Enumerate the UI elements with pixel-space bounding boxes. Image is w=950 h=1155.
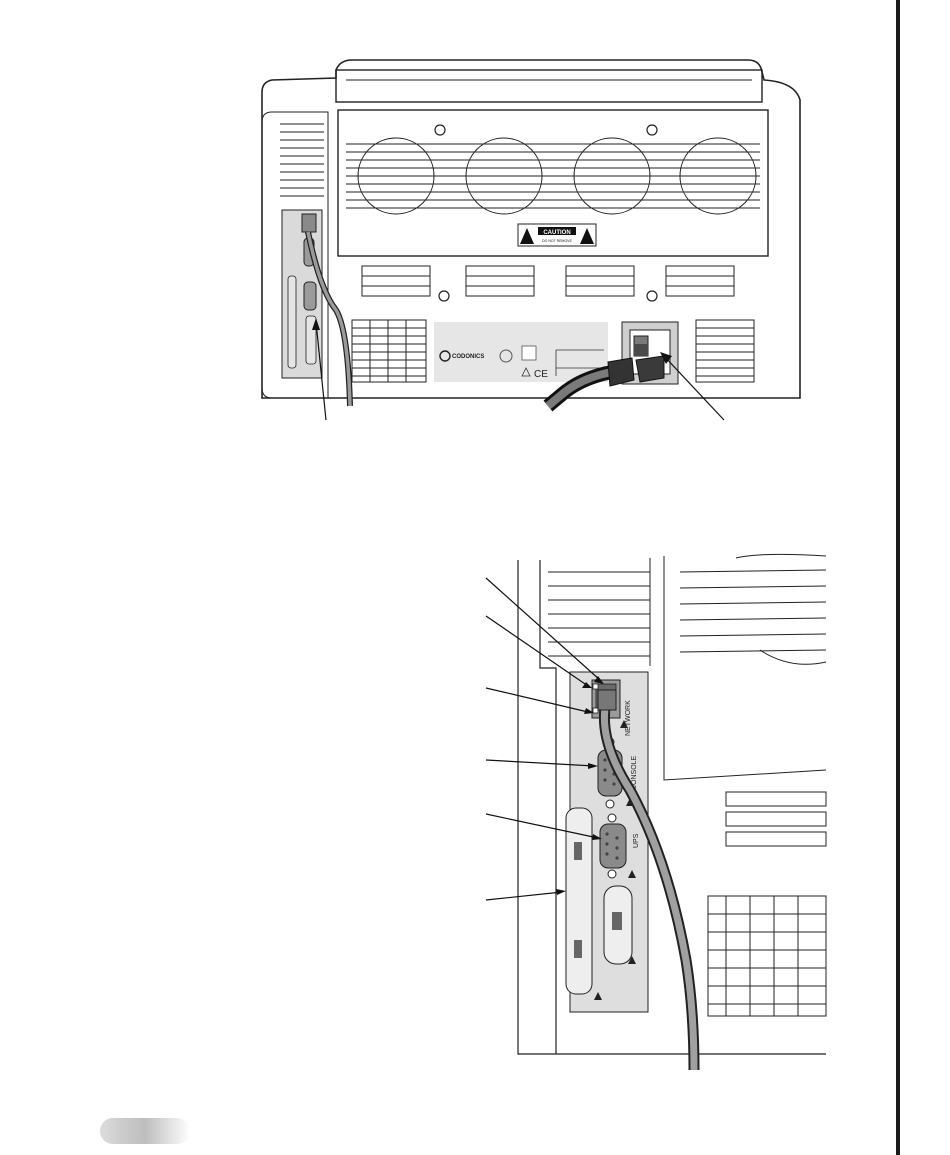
page-tab-marker bbox=[100, 1118, 190, 1144]
detail-figure bbox=[518, 554, 826, 1070]
network-led-icon bbox=[593, 708, 598, 713]
ups-port-label: UPS bbox=[633, 833, 640, 848]
caution-label-text: CAUTION bbox=[543, 230, 571, 236]
caution-label-subtext: DO NOT REMOVE bbox=[542, 239, 572, 243]
console-port-label: CONSOLE bbox=[631, 755, 638, 790]
codonics-logo-text: CODONICS bbox=[452, 354, 485, 360]
caution-label bbox=[518, 224, 596, 246]
network-led-icon bbox=[593, 684, 598, 689]
network-port-label: NETWORK bbox=[625, 700, 632, 736]
rating-label bbox=[434, 322, 608, 382]
ce-mark: CE bbox=[534, 369, 548, 380]
page-edge-rule bbox=[896, 0, 900, 1155]
ups-port bbox=[600, 824, 626, 868]
